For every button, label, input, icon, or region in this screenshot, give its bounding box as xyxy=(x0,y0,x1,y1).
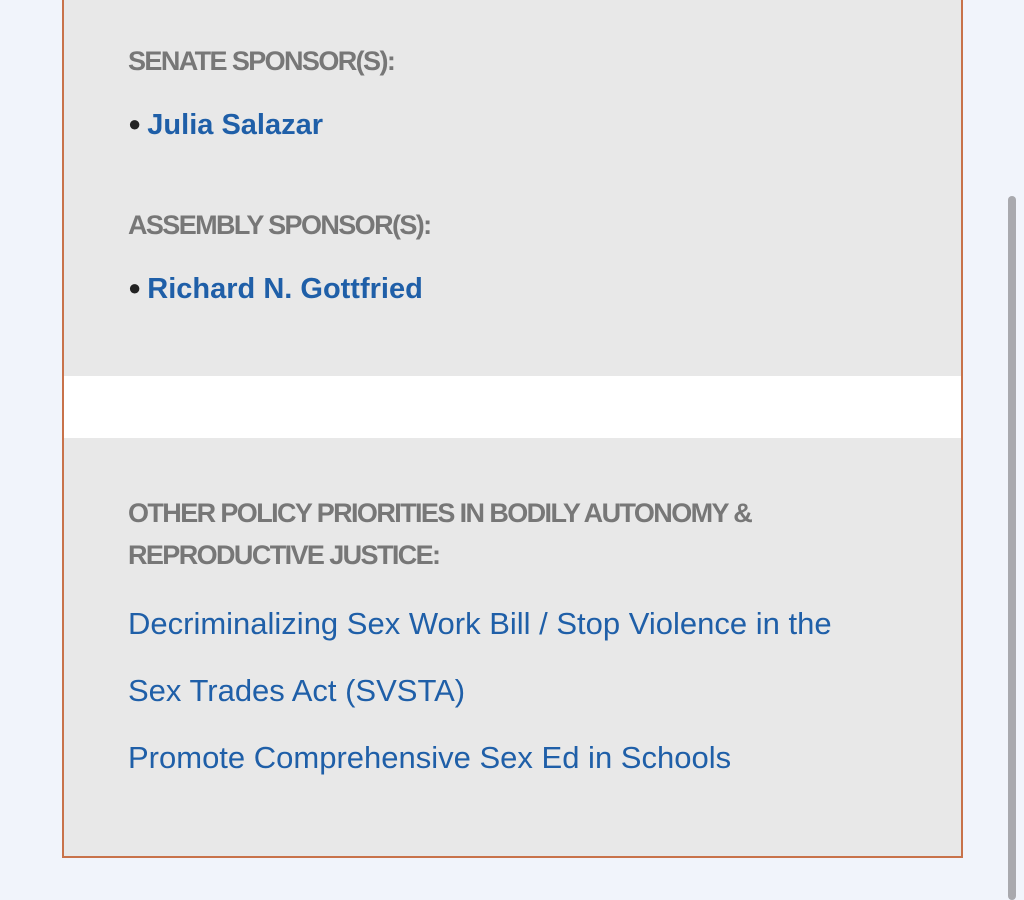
bullet-icon: ● xyxy=(128,275,142,300)
senate-sponsor-item xyxy=(128,104,323,145)
section-divider xyxy=(64,376,961,438)
assembly-sponsor-link[interactable]: Richard N. Gottfried xyxy=(147,273,423,305)
other-priorities-section xyxy=(64,438,961,856)
svsta-link-line1[interactable]: Decriminalizing Sex Work Bill / Stop Violence in the xyxy=(128,606,832,641)
sex-ed-link[interactable]: Promote Comprehensive Sex Ed in Schools xyxy=(128,740,732,775)
svsta-link-line2[interactable]: Sex Trades Act (SVSTA) xyxy=(128,673,466,708)
other-priorities-heading-line2: REPRODUCTIVE JUSTICE: xyxy=(128,540,440,570)
other-priorities-heading-line1: OTHER POLICY PRIORITIES IN BODILY AUTONOMY & xyxy=(128,498,752,528)
bullet-icon: ● xyxy=(128,111,142,136)
senate-sponsors-heading: SENATE SPONSOR(S): xyxy=(128,46,395,76)
assembly-sponsors-heading: ASSEMBLY SPONSOR(S): xyxy=(128,210,431,240)
bill-info-card xyxy=(62,0,963,858)
assembly-sponsor-item xyxy=(128,268,423,309)
sponsors-section xyxy=(64,0,961,376)
vertical-scrollbar[interactable] xyxy=(1008,196,1016,900)
senate-sponsor-link[interactable]: Julia Salazar xyxy=(147,109,324,141)
